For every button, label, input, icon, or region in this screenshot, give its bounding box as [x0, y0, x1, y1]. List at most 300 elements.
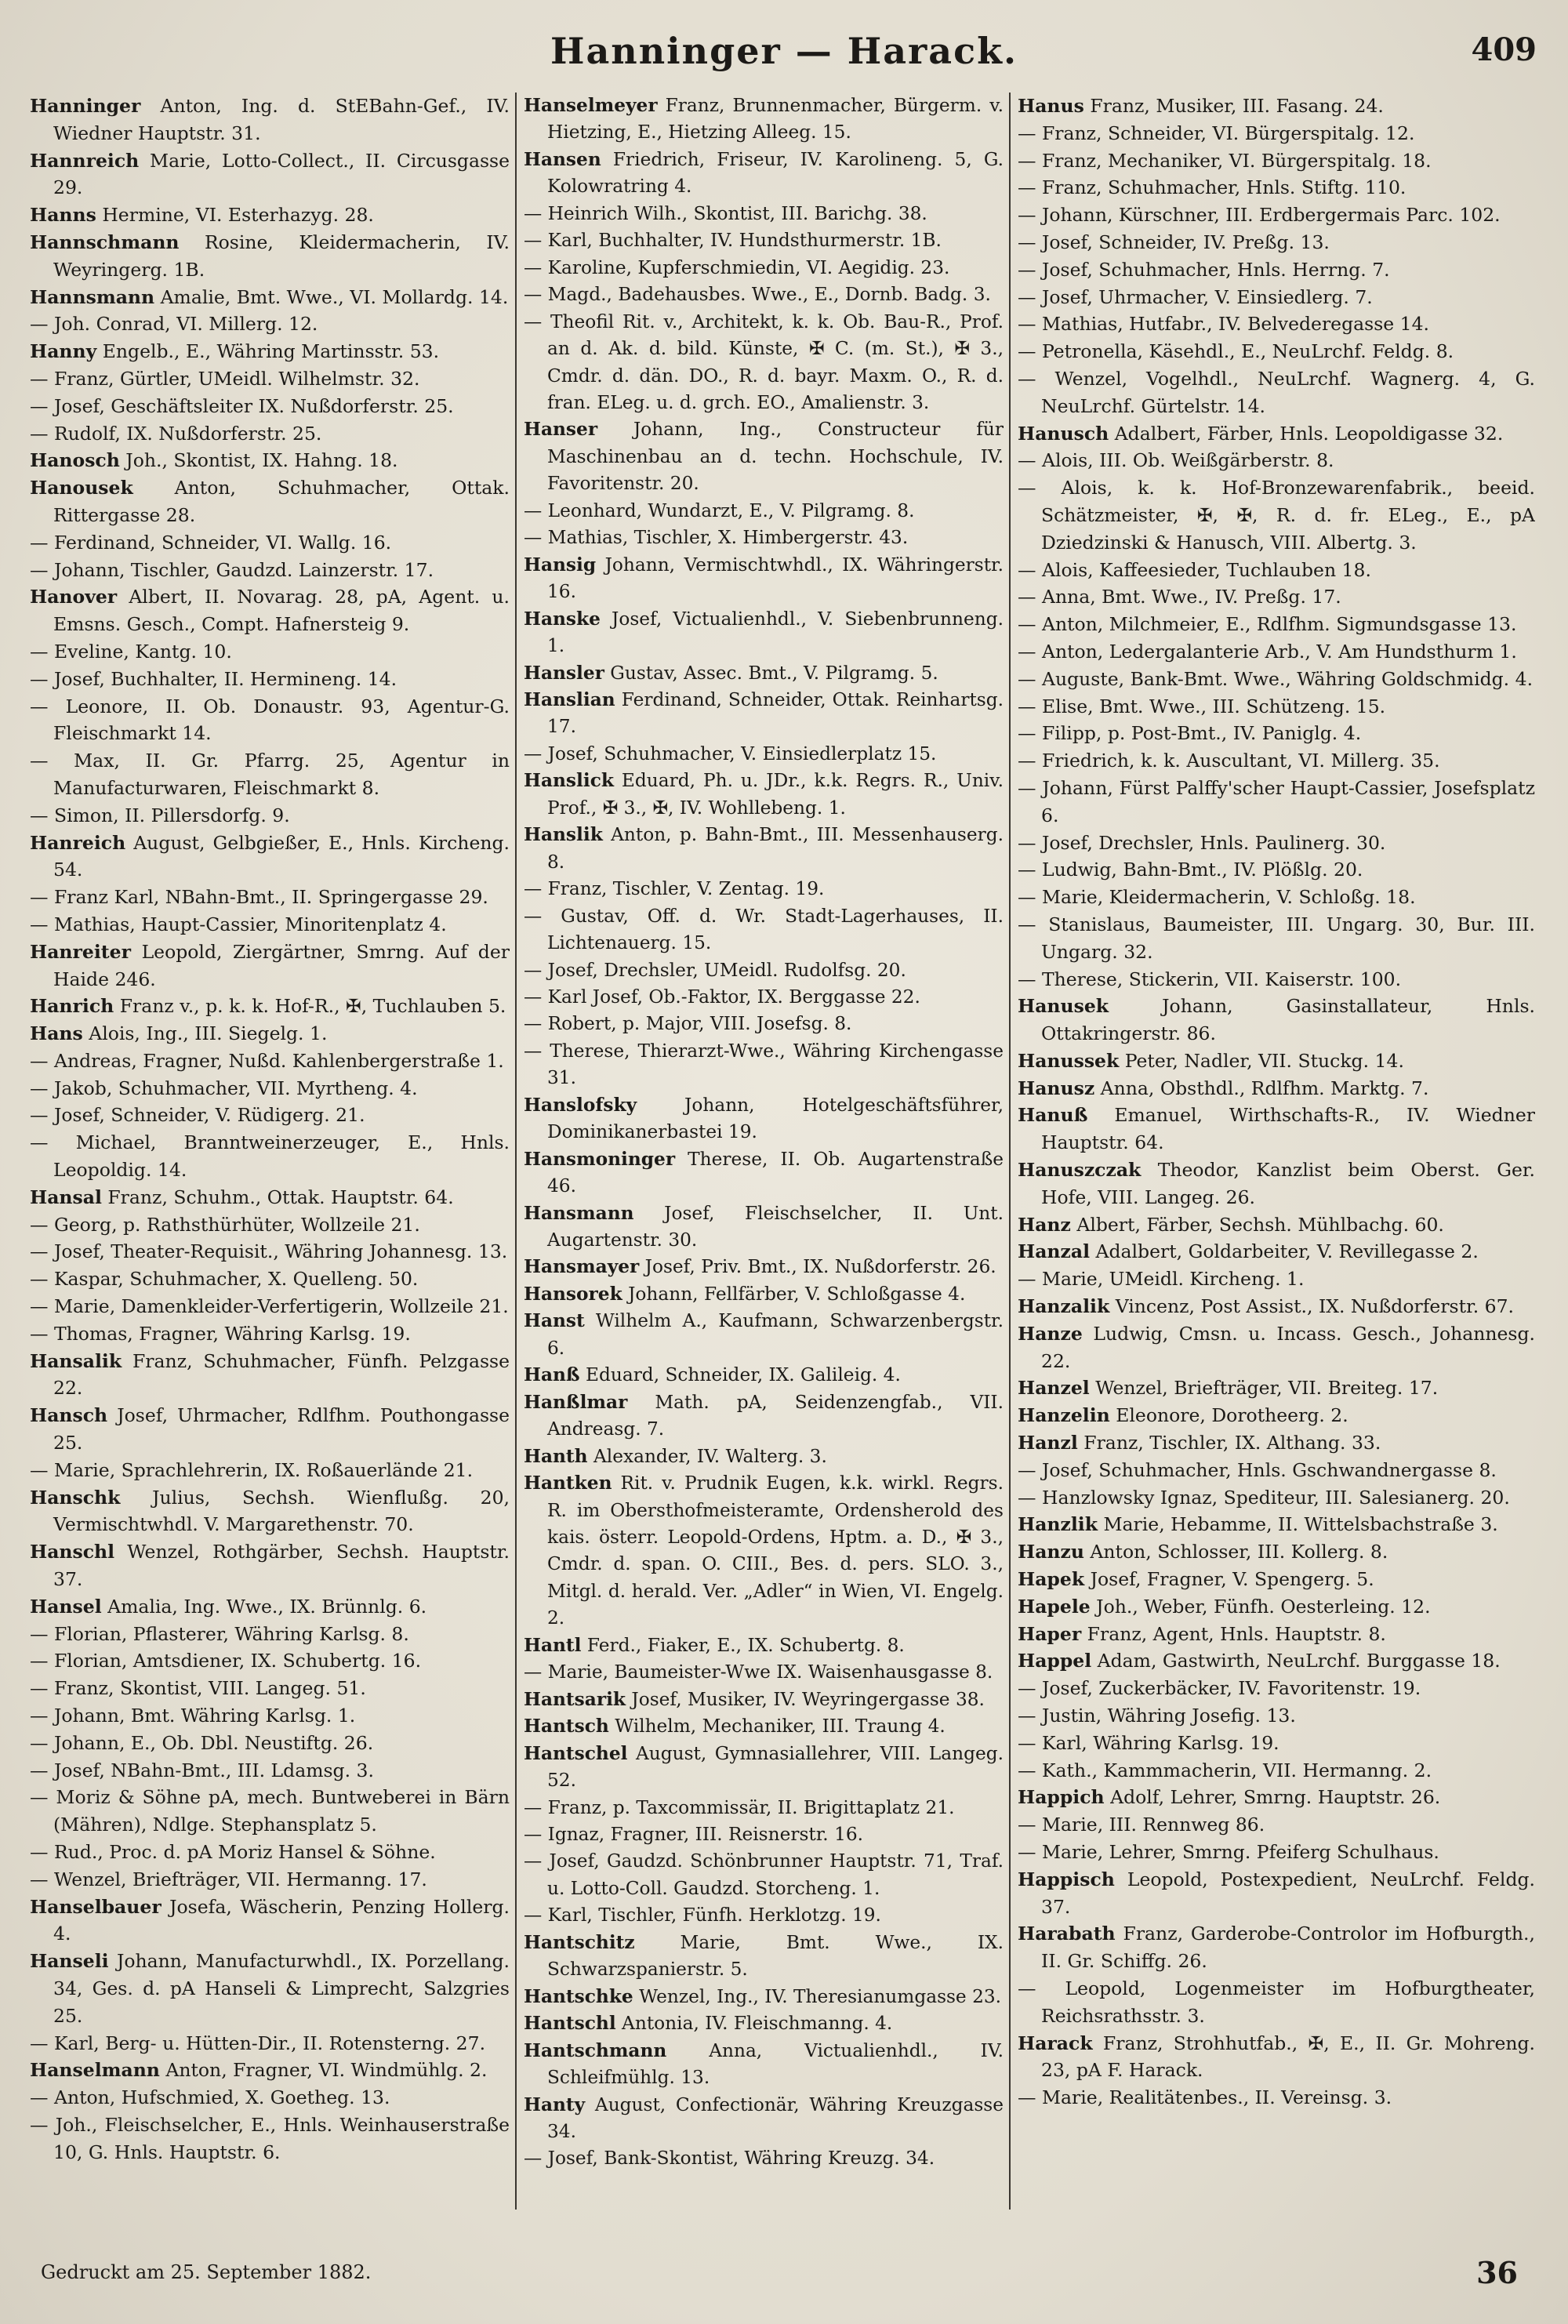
entry-surname: Hanselbauer — [30, 1895, 162, 1918]
entry-surname: Hanschl — [30, 1541, 115, 1563]
directory-entry — [30, 802, 510, 830]
directory-entry — [30, 1675, 510, 1702]
entry-surname: Hanzelin — [1018, 1404, 1110, 1427]
directory-entry — [1018, 474, 1535, 556]
column-rule — [515, 93, 517, 2210]
entry-surname: Hansmayer — [524, 1256, 640, 1278]
entry-details: — Mathias, Tischler, X. Himbergerstr. 43. — [524, 527, 909, 549]
directory-entry — [1018, 174, 1535, 202]
entry-details: — Anna, Bmt. Wwe., IV. Preßg. 17. — [1018, 586, 1341, 608]
entry-details: — Johann, E., Ob. Dbl. Neustiftg. 26. — [30, 1731, 374, 1754]
directory-entry — [524, 660, 1004, 687]
entry-details: Ferdinand, Schneider, Ottak. Reinhartsg. 17. — [547, 688, 1004, 738]
directory-entry — [524, 552, 1004, 606]
entry-surname: Hanussek — [1018, 1049, 1120, 1072]
entry-surname: Hapek — [1018, 1568, 1085, 1591]
directory-entry — [524, 1713, 1004, 1740]
entry-surname: Harack — [1018, 2032, 1093, 2054]
directory-entry — [1018, 1048, 1535, 1075]
entry-surname: Hansch — [30, 1404, 108, 1427]
directory-entry — [1018, 147, 1535, 175]
signature-mark: 36 — [1476, 2255, 1518, 2290]
directory-entry — [1018, 1157, 1535, 1211]
entry-surname: Hanusz — [1018, 1077, 1095, 1099]
entry-details: — Andreas, Fragner, Nußd. Kahlenbergerstraße 1. — [30, 1049, 504, 1072]
entry-details: Engelb., E., Währing Martinsstr. 53. — [96, 340, 440, 363]
entry-details: Eduard, Schneider, IX. Galileig. 4. — [579, 1364, 901, 1386]
directory-entry — [30, 284, 510, 311]
entry-details: Anton, Ing. d. StEBahn-Gef., IV. Wiedner Hauptstr. 31. — [53, 95, 510, 144]
directory-entry — [524, 1687, 1004, 1713]
entry-details: Franz, Garderobe-Controlor im Hofburgth., II. Gr. Schiffg. 26. — [1041, 1923, 1535, 1973]
directory-entry — [1018, 1866, 1535, 1921]
entry-details: Adalbert, Färber, Hnls. Leopoldigasse 32. — [1109, 422, 1504, 445]
entry-surname: Hanske — [524, 608, 601, 630]
entry-surname: Hanth — [524, 1445, 588, 1467]
entry-details: — Josef, Buchhalter, II. Hermineng. 14. — [30, 667, 397, 690]
directory-entry — [30, 1129, 510, 1184]
entry-details: — Franz, Schneider, VI. Bürgerspitalg. 12. — [1018, 122, 1415, 144]
entry-details: Johann, Ing., Constructeur für Maschinenbau an d. techn. Hochschule, IV. Favoritenstr. 20. — [547, 419, 1004, 495]
entry-surname: Hanschk — [30, 1486, 121, 1509]
entry-details: Joh., Weber, Fünfh. Oesterleing. 12. — [1090, 1595, 1431, 1618]
directory-entry — [524, 768, 1004, 822]
directory-entry — [1018, 1702, 1535, 1730]
entry-details: — Anton, Ledergalanterie Arb., V. Am Hundsthurm 1. — [1018, 640, 1517, 663]
entry-details: — Thomas, Fragner, Währing Karlsg. 19. — [30, 1322, 411, 1345]
entry-details: — Joh., Fleischselcher, E., Hnls. Weinhauserstraße 10, G. Hnls. Hauptstr. 6. — [30, 2113, 510, 2163]
directory-entry — [1018, 1593, 1535, 1621]
entry-details: Johann, Fellfärber, V. Schloßgasse 4. — [622, 1283, 966, 1305]
directory-entry — [524, 255, 1004, 281]
directory-entry — [1018, 1402, 1535, 1429]
directory-entry — [30, 1457, 510, 1484]
entry-surname: Hansig — [524, 554, 597, 576]
entry-details: Josefa, Wäscherin, Penzing Hollerg. 4. — [53, 1895, 510, 1945]
entry-details: Julius, Sechsh. Wienflußg. 20, Vermischtwhdl. V. Margarethenstr. 70. — [53, 1486, 510, 1536]
directory-entry — [30, 1348, 510, 1403]
directory-entry — [524, 1038, 1004, 1092]
directory-entry — [1018, 1566, 1535, 1593]
entry-details: — Rud., Proc. d. pA Moriz Hansel & Söhne. — [30, 1841, 436, 1863]
directory-entry — [1018, 93, 1535, 120]
directory-entry — [524, 227, 1004, 254]
entry-details: — Josef, Schneider, V. Rüdigerg. 21. — [30, 1104, 365, 1127]
directory-entry — [30, 1593, 510, 1621]
directory-entry — [524, 1902, 1004, 1929]
entry-surname: Hanover — [30, 586, 118, 608]
directory-entry — [30, 1894, 510, 1948]
column-2 — [524, 93, 1004, 2217]
entry-details: — Alois, k. k. Hof-Bronzewarenfabrik., beeid. Schätzmeister, ✠, ✠, R. d. fr. ELeg., E., pA Dziedzinski & Hanusch, VIII. Albertg. 3. — [1018, 477, 1535, 554]
entry-details: August, Gymnasiallehrer, VIII. Langeg. 52. — [547, 1742, 1004, 1792]
entry-details: — Leonhard, Wundarzt, E., V. Pilgramg. 8. — [524, 499, 915, 521]
entry-details: — Josef, Schuhmacher, Hnls. Herrng. 7. — [1018, 258, 1390, 281]
entry-details: — Marie, Sprachlehrerin, IX. Roßauerlände 21. — [30, 1458, 474, 1481]
entry-details: Adolf, Lehrer, Smrng. Hauptstr. 26. — [1104, 1786, 1441, 1809]
entry-details: — Karl Josef, Ob.-Faktor, IX. Berggasse 22. — [524, 986, 920, 1008]
directory-entry — [1018, 1484, 1535, 1512]
entry-surname: Hantschel — [524, 1742, 628, 1764]
directory-entry — [1018, 884, 1535, 911]
entry-details: Wenzel, Rothgärber, Sechsh. Hauptstr. 37. — [53, 1541, 510, 1591]
entry-surname: Hantschl — [524, 2013, 616, 2035]
entry-details: — Karl, Tischler, Fünfh. Herklotzg. 19. — [524, 1905, 881, 1926]
entry-surname: Hansen — [524, 148, 601, 170]
directory-entry — [30, 1538, 510, 1593]
entry-details: — Johann, Bmt. Währing Karlsg. 1. — [30, 1705, 356, 1727]
entry-surname: Hannsmann — [30, 285, 155, 308]
directory-entry — [1018, 638, 1535, 666]
page-number: 409 — [1471, 31, 1537, 68]
entry-details: Marie, Lotto-Collect., II. Circusgasse 29. — [53, 149, 510, 199]
directory-entry — [1018, 1374, 1535, 1402]
directory-entry — [1018, 447, 1535, 474]
entry-details: — Friedrich, k. k. Auscultant, VI. Millerg. 35. — [1018, 750, 1440, 772]
directory-entry — [524, 2010, 1004, 2037]
entry-details: — Therese, Stickerin, VII. Kaiserstr. 100. — [1018, 968, 1402, 990]
directory-entry — [1018, 666, 1535, 693]
directory-entry — [1018, 229, 1535, 256]
entry-details: Wilhelm A., Kaufmann, Schwarzenbergstr. 6. — [547, 1310, 1004, 1359]
directory-entry — [1018, 1102, 1535, 1157]
entry-details: — Jakob, Schuhmacher, VII. Myrtheng. 4. — [30, 1077, 418, 1099]
entry-details: — Josef, Schuhmacher, Hnls. Gschwandnergasse 8. — [1018, 1458, 1497, 1481]
entry-details: — Johann, Kürschner, III. Erdbergermais Parc. 102. — [1018, 204, 1501, 227]
entry-surname: Hanser — [524, 419, 598, 441]
directory-entry — [524, 606, 1004, 660]
entry-surname: Hans — [30, 1022, 83, 1045]
entry-details: Math. pA, Seidenzengfab., VII. Andreasg. 7. — [547, 1391, 1004, 1440]
directory-entry — [524, 1470, 1004, 1632]
entry-surname: Hanty — [524, 2093, 586, 2115]
directory-entry — [1018, 1320, 1535, 1375]
entry-surname: Hanusek — [1018, 995, 1109, 1018]
entry-details: — Karl, Berg- u. Hütten-Dir., II. Rotensterng. 27. — [30, 2032, 486, 2054]
entry-details: — Therese, Thierarzt-Wwe., Währing Kirchengasse 31. — [524, 1040, 1004, 1089]
entry-details: — Heinrich Wilh., Skontist, III. Barichg. 38. — [524, 202, 927, 224]
directory-entry — [30, 1757, 510, 1785]
directory-entry — [30, 1211, 510, 1239]
entry-details: Adam, Gastwirth, NeuLrchf. Burggasse 18. — [1091, 1650, 1501, 1672]
entry-details: — Magd., Badehausbes. Wwe., E., Dornb. Badg. 3. — [524, 284, 991, 306]
entry-details: Josef, Uhrmacher, Rdlfhm. Pouthongasse 25. — [53, 1404, 510, 1454]
column-rule — [1009, 93, 1011, 2210]
entry-details: — Florian, Amtsdiener, IX. Schubertg. 16. — [30, 1650, 422, 1672]
entry-details: — Wenzel, Vogelhdl., NeuLrchf. Wagnerg. 4, G. NeuLrchf. Gürtelstr. 14. — [1018, 367, 1535, 417]
entry-details: Joh., Skontist, IX. Hahng. 18. — [119, 449, 398, 472]
entry-details: August, Gelbgießer, E., Hnls. Kircheng. 54. — [53, 831, 510, 881]
entry-details: — Marie, UMeidl. Kircheng. 1. — [1018, 1268, 1305, 1291]
entry-surname: Hanzl — [1018, 1432, 1078, 1454]
entry-surname: Happel — [1018, 1650, 1092, 1672]
entry-details: — Franz, p. Taxcommissär, II. Brigittaplatz 21. — [524, 1796, 955, 1818]
column-1 — [30, 93, 510, 2217]
directory-entry — [1018, 1920, 1535, 1975]
entry-details: Marie, Bmt. Wwe., IX. Schwarzspanierstr. 5. — [547, 1931, 1004, 1981]
directory-entry — [524, 2145, 1004, 2172]
directory-entry — [30, 1647, 510, 1675]
entry-details: — Leonore, II. Ob. Donaustr. 93, Agentur-G. Fleischmarkt 14. — [30, 695, 510, 745]
entry-details: — Marie, Lehrer, Smrng. Pfeiferg Schulhaus. — [1018, 1841, 1439, 1863]
directory-entry — [1018, 1730, 1535, 1757]
entry-surname: Hanns — [30, 204, 96, 227]
directory-entry — [30, 529, 510, 557]
entry-surname: Hanny — [30, 340, 97, 363]
directory-entry — [30, 583, 510, 638]
directory-entry — [1018, 993, 1535, 1048]
entry-details: — Florian, Pflasterer, Währing Karlsg. 8. — [30, 1622, 409, 1645]
entry-details: Johann, Manufacturwhdl., IX. Porzellang. 34, Ges. d. pA Hanseli & Limprecht, Salzgries 25. — [53, 1950, 510, 2027]
entry-details: Josef, Fragner, V. Spengerg. 5. — [1084, 1568, 1374, 1591]
entry-details: Ferd., Fiaker, E., IX. Schubertg. 8. — [581, 1634, 905, 1656]
directory-entry — [524, 741, 1004, 768]
entry-surname: Hantsarik — [524, 1688, 626, 1710]
directory-entry — [30, 911, 510, 939]
entry-details: — Theofil Rit. v., Architekt, k. k. Ob. Bau-R., Prof. an d. Ak. d. bild. Künste, ✠ C. (m. St.), ✠ 3., Cmdr. d. dän. DO., R. d. bayr. Maxm. O., R. d. fran. ELeg. u. d. grch. EO., Amalienstr. 3. — [524, 310, 1004, 413]
entry-surname: Hanzal — [1018, 1240, 1091, 1263]
entry-surname: Hantschke — [524, 1985, 633, 2007]
entry-details: Leopold, Ziergärtner, Smrng. Auf der Haide 246. — [53, 940, 510, 990]
entry-details: Franz, Strohhutfab., ✠, E., II. Gr. Mohreng. 23, pA F. Harack. — [1041, 2032, 1535, 2082]
entry-details: — Simon, II. Pillersdorfg. 9. — [30, 804, 290, 826]
entry-details: — Franz, Skontist, VIII. Langeg. 51. — [30, 1677, 366, 1700]
directory-entry — [30, 1184, 510, 1211]
entry-surname: Hantschmann — [524, 2039, 667, 2061]
directory-entry — [1018, 775, 1535, 830]
directory-entry — [524, 147, 1004, 201]
directory-entry — [30, 1621, 510, 1648]
directory-entry — [30, 1020, 510, 1048]
directory-entry — [524, 1254, 1004, 1280]
entry-details: Josef, Victualienhdl., V. Siebenbrunneng. 1. — [547, 608, 1004, 657]
entry-details: — Franz Karl, NBahn-Bmt., II. Springergasse 29. — [30, 886, 488, 909]
directory-entry — [1018, 1784, 1535, 1811]
directory-entry — [30, 420, 510, 448]
entry-details: Franz, Brunnenmacher, Bürgerm. v. Hietzing, E., Hietzing Alleeg. 15. — [547, 95, 1004, 143]
directory-entry — [30, 1484, 510, 1539]
directory-entry — [30, 365, 510, 393]
directory-entry — [30, 1102, 510, 1129]
directory-entry — [1018, 256, 1535, 284]
entry-details: — Leopold, Logenmeister im Hofburgtheater, Reichsrathsstr. 3. — [1018, 1977, 1535, 2027]
directory-entry — [1018, 1757, 1535, 1785]
directory-entry — [30, 229, 510, 284]
directory-entry — [30, 747, 510, 802]
entry-details: Anton, Schuhmacher, Ottak. Rittergasse 28. — [53, 477, 510, 526]
entry-details: — Marie, Baumeister-Wwe IX. Waisenhausgasse 8. — [524, 1661, 993, 1683]
entry-surname: Hanseli — [30, 1950, 109, 1973]
directory-entry — [524, 1984, 1004, 2010]
directory-entry — [30, 1265, 510, 1293]
page-header — [0, 30, 1568, 85]
entry-details: Albert, II. Novarag. 28, pA, Agent. u. Emsns. Gesch., Compt. Hafnersteig 9. — [53, 586, 510, 636]
entry-surname: Hansmann — [524, 1202, 634, 1224]
directory-entry — [30, 1320, 510, 1348]
entry-details: Eleonore, Dorotheerg. 2. — [1109, 1404, 1348, 1427]
entry-surname: Hannreich — [30, 149, 140, 172]
entry-details: August, Confectionär, Währing Kreuzgasse 34. — [547, 2093, 1004, 2142]
entry-details: Leopold, Postexpedient, NeuLrchf. Feldg. 37. — [1041, 1868, 1535, 1918]
directory-entry — [30, 1238, 510, 1265]
entry-details: Adalbert, Goldarbeiter, V. Revillegasse 2. — [1090, 1240, 1479, 1263]
directory-entry — [30, 2112, 510, 2166]
entry-surname: Hanslofsky — [524, 1094, 637, 1116]
entry-surname: Hantken — [524, 1472, 612, 1494]
directory-entry — [524, 1011, 1004, 1037]
directory-entry — [524, 1200, 1004, 1255]
directory-entry — [524, 201, 1004, 227]
directory-entry — [30, 147, 510, 202]
entry-details: — Filipp, p. Post-Bmt., IV. Paniglg. 4. — [1018, 722, 1362, 745]
entry-surname: Hanzalik — [1018, 1295, 1110, 1318]
directory-entry — [524, 1308, 1004, 1362]
entry-details: Eduard, Ph. u. JDr., k.k. Regrs. R., Univ. Prof., ✠ 3., ✠, IV. Wohllebeng. 1. — [547, 770, 1004, 819]
entry-surname: Hanrich — [30, 995, 114, 1018]
entry-details: Peter, Nadler, VII. Stuckg. 14. — [1119, 1049, 1404, 1072]
directory-entry — [30, 666, 510, 693]
directory-entry — [30, 939, 510, 993]
entry-details: — Franz, Tischler, V. Zentag. 19. — [524, 878, 825, 900]
entry-details: Anton, Schlosser, III. Kollerg. 8. — [1083, 1541, 1388, 1563]
entry-surname: Hansal — [30, 1186, 102, 1208]
entry-details: — Marie, Realitätenbes., II. Vereinsg. 3. — [1018, 2086, 1392, 2109]
entry-details: — Gustav, Off. d. Wr. Stadt-Lagerhauses, II. Lichtenauerg. 15. — [524, 905, 1004, 954]
entry-details: — Josef, Drechsler, UMeidl. Rudolfsg. 20. — [524, 959, 906, 981]
directory-entry — [524, 1821, 1004, 1848]
directory-entry — [1018, 747, 1535, 775]
entry-details: Anna, Obsthdl., Rdlfhm. Marktg. 7. — [1094, 1077, 1429, 1099]
entry-details: — Karl, Buchhalter, IV. Hundsthurmerstr. 1B. — [524, 230, 942, 252]
directory-entry — [1018, 1238, 1535, 1265]
entry-details: Gustav, Assec. Bmt., V. Pilgramg. 5. — [604, 662, 938, 684]
entry-details: Franz, Tischler, IX. Althang. 33. — [1077, 1432, 1381, 1454]
directory-entry — [1018, 830, 1535, 857]
directory-entry — [1018, 1511, 1535, 1538]
entry-surname: Hansler — [524, 662, 604, 684]
entry-details: Anna, Victualienhdl., IV. Schleifmühlg. 13. — [547, 2039, 1004, 2089]
entry-surname: Happisch — [1018, 1868, 1115, 1890]
entry-details: Albert, Färber, Sechsh. Mühlbachg. 60. — [1070, 1213, 1444, 1236]
entry-details: Amalie, Bmt. Wwe., VI. Mollardg. 14. — [154, 285, 509, 308]
directory-entry — [1018, 338, 1535, 365]
entry-details: Alexander, IV. Walterg. 3. — [587, 1445, 827, 1467]
entry-details: Josef, Priv. Bmt., IX. Nußdorferstr. 26. — [639, 1256, 996, 1278]
entry-details: Rit. v. Prudnik Eugen, k.k. wirkl. Regrs. R. im Obersthofmeisteramte, Ordensherold des kais. österr. Leopold-Ordens, Hptm. a. D., ✠ 3., Cmdr. d. span. O. CIII., Bes. d. pers. SLO. 3., Mitgl. d. herald. Ver. „Adler“ in Wien, VI. Engelg. 2. — [547, 1472, 1004, 1629]
entry-surname: Hanzlik — [1018, 1513, 1098, 1536]
entry-surname: Harabath — [1018, 1923, 1116, 1945]
directory-entry — [1018, 583, 1535, 611]
entry-details: — Marie, Damenkleider-Verfertigerin, Wollzeile 21. — [30, 1295, 509, 1318]
entry-details: — Petronella, Käsehdl., E., NeuLrchf. Feldg. 8. — [1018, 340, 1454, 363]
entry-details: — Kath., Kammmacherin, VII. Hermanng. 2. — [1018, 1759, 1432, 1781]
page-footer — [0, 2255, 1568, 2302]
entry-surname: Hanousek — [30, 477, 133, 499]
entry-details: — Hanzlowsky Ignaz, Spediteur, III. Salesianerg. 20. — [1018, 1486, 1510, 1509]
entry-details: Franz v., p. k. k. Hof-R., ✠, Tuchlauben 5. — [114, 995, 506, 1018]
directory-entry — [524, 1848, 1004, 1902]
entry-surname: Hanreiter — [30, 940, 131, 963]
directory-entry — [524, 1632, 1004, 1659]
entry-surname: Hanuszczak — [1018, 1159, 1142, 1182]
entry-details: Rosine, Kleidermacherin, IV. Weyringerg. 1B. — [53, 231, 510, 281]
directory-entry — [524, 93, 1004, 147]
entry-surname: Hansmoninger — [524, 1148, 676, 1170]
entry-details: Josef, Fleischselcher, II. Unt. Augartenstr. 30. — [547, 1202, 1004, 1251]
entry-surname: Hannschmann — [30, 231, 180, 253]
directory-entry — [524, 416, 1004, 497]
entry-details: Antonia, IV. Fleischmanng. 4. — [615, 2013, 893, 2035]
entry-surname: Hanß — [524, 1364, 580, 1386]
entry-surname: Hansorek — [524, 1283, 622, 1305]
entry-details: — Stanislaus, Baumeister, III. Ungarg. 30, Bur. III. Ungarg. 32. — [1018, 913, 1535, 963]
directory-entry — [524, 1930, 1004, 1984]
entry-details: Anton, p. Bahn-Bmt., III. Messenhauserg. 8. — [547, 824, 1004, 873]
directory-entry — [1018, 1265, 1535, 1293]
entry-details: Therese, II. Ob. Augartenstraße 46. — [547, 1148, 1004, 1197]
entry-details: Johann, Gasinstallateur, Hnls. Ottakringerstr. 86. — [1041, 995, 1535, 1045]
entry-surname: Hanosch — [30, 449, 120, 472]
directory-entry — [1018, 611, 1535, 638]
entry-surname: Hanz — [1018, 1213, 1071, 1236]
directory-entry — [30, 338, 510, 365]
entry-details: Franz, Musiker, III. Fasang. 24. — [1083, 95, 1384, 117]
entry-surname: Hanßlmar — [524, 1391, 628, 1413]
entry-details: Amalia, Ing. Wwe., IX. Brünnlg. 6. — [101, 1595, 427, 1618]
entry-details: — Mathias, Hutfabr., IV. Belvederegasse 14. — [1018, 313, 1430, 336]
directory-entry — [524, 1795, 1004, 1821]
directory-entry — [1018, 1538, 1535, 1566]
entry-details: — Josef, Gaudzd. Schönbrunner Hauptstr. 71, Traf. u. Lotto-Coll. Gaudzd. Storcheng. 1. — [524, 1850, 1004, 1899]
entry-details: Vincenz, Post Assist., IX. Nußdorferstr. 67. — [1109, 1295, 1515, 1318]
entry-surname: Haper — [1018, 1622, 1082, 1645]
entry-details: — Ferdinand, Schneider, VI. Wallg. 16. — [30, 531, 392, 554]
directory-columns — [0, 93, 1568, 2217]
directory-entry — [30, 638, 510, 666]
directory-entry — [30, 2057, 510, 2084]
entry-details: Franz, Schuhm., Ottak. Hauptstr. 64. — [101, 1186, 454, 1208]
directory-entry — [1018, 2084, 1535, 2112]
directory-entry — [524, 1389, 1004, 1443]
entry-details: — Josef, Bank-Skontist, Währing Kreuzg. 34. — [524, 2148, 935, 2170]
entry-details: — Josef, Schuhmacher, V. Einsiedlerplatz 15. — [524, 743, 937, 764]
entry-details: — Anton, Hufschmied, X. Goetheg. 13. — [30, 2086, 390, 2109]
directory-entry — [30, 447, 510, 474]
entry-surname: Hanselmeyer — [524, 95, 658, 116]
directory-entry — [524, 876, 1004, 902]
directory-entry — [1018, 1647, 1535, 1675]
directory-entry — [1018, 856, 1535, 884]
directory-entry — [30, 2030, 510, 2057]
directory-entry — [524, 903, 1004, 957]
directory-entry — [30, 1293, 510, 1320]
directory-entry — [1018, 720, 1535, 747]
entry-surname: Hanze — [1018, 1322, 1083, 1345]
entry-surname: Hanslik — [524, 824, 603, 846]
entry-details: — Moriz & Söhne pA, mech. Buntweberei in Bärn (Mähren), Ndlge. Stephansplatz 5. — [30, 1786, 510, 1836]
directory-entry — [30, 1702, 510, 1730]
entry-details: — Justin, Währing Josefig. 13. — [1018, 1705, 1296, 1727]
directory-entry — [1018, 1429, 1535, 1457]
entry-surname: Hanus — [1018, 95, 1084, 117]
directory-entry — [524, 957, 1004, 984]
directory-entry — [1018, 1621, 1535, 1648]
directory-entry — [524, 1443, 1004, 1470]
entry-surname: Hansalik — [30, 1349, 122, 1372]
entry-details: — Ignaz, Fragner, III. Reisnerstr. 16. — [524, 1824, 864, 1845]
directory-entry — [1018, 1075, 1535, 1102]
directory-entry — [1018, 310, 1535, 338]
